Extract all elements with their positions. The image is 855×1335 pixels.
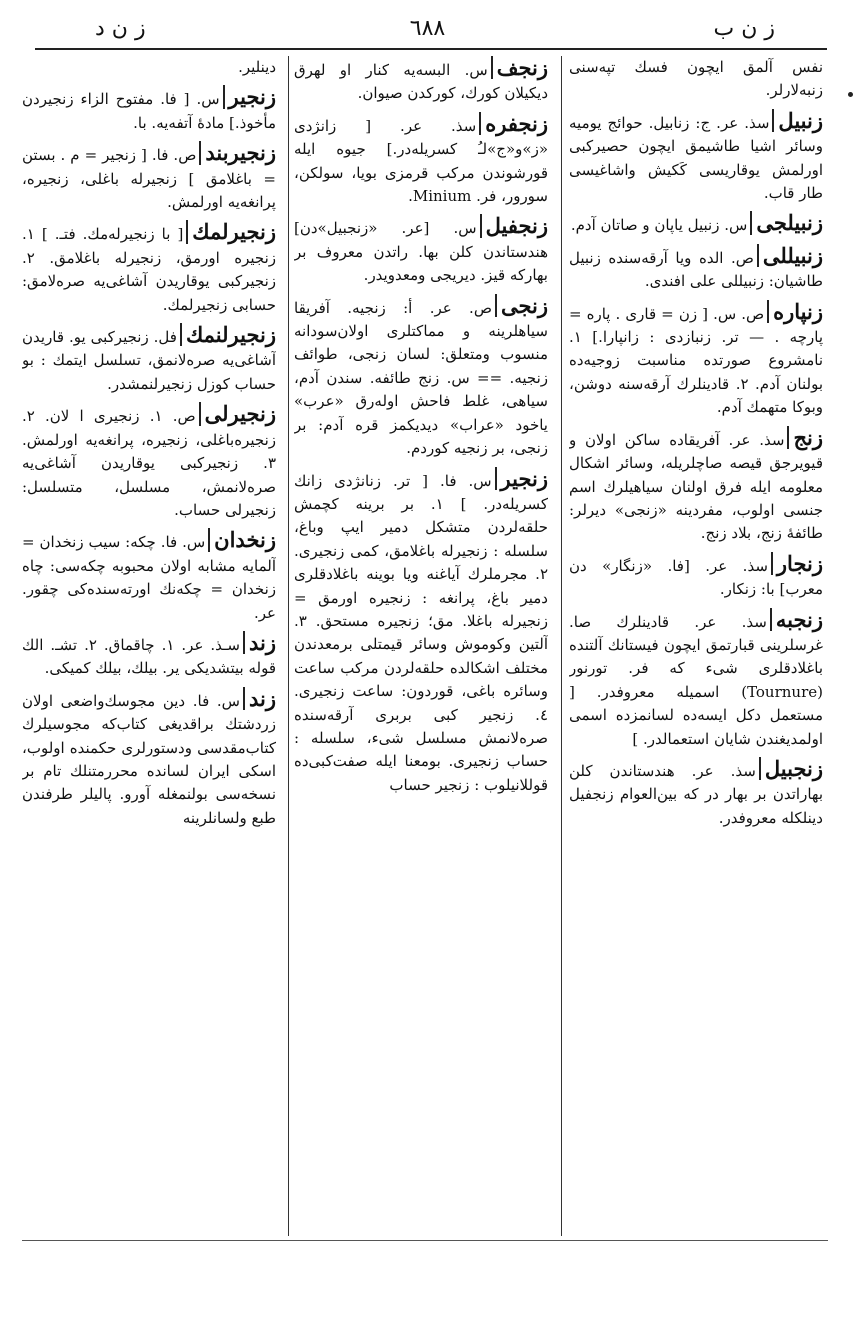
headword: زنجیرلی	[199, 402, 276, 425]
dictionary-entry	[569, 426, 823, 546]
dictionary-entry	[22, 687, 276, 830]
definition-text: س. فا. دین مجوسك‌واضعی اولان زردشتك براقدیغی کتاب‌که مجوسیلرك کتاب‌مقدسی ودستورلری حکمنده اولوب، اسکی ایران لسانده محررمتنلك تا‌م بر نسخه‌سی بولنمغله آورو. پالیلر طرفندن طبع ولسانلرینه	[22, 691, 276, 827]
dictionary-entry	[294, 56, 548, 106]
footer-rule	[22, 1240, 828, 1241]
dictionary-entry	[22, 323, 276, 396]
dictionary-entry	[22, 402, 276, 522]
definition-text: ص. الده ویا آرقه‌سنده زنبیل طاشیان: زنبیللی علی افندی.	[569, 248, 823, 291]
headword: زنجی	[495, 294, 548, 317]
headword: زنجیرلنمك	[180, 323, 276, 346]
dictionary-entry	[569, 56, 823, 103]
column-divider-right	[561, 56, 562, 1236]
headword: زنبیللی	[757, 244, 823, 267]
column-left	[22, 56, 276, 1234]
definition-text: سذ. عر. هندستاندن کلن بهاراتدن بر بهار در که بین‌العوام زنجفیل دینلکله معروفدر.	[569, 761, 823, 827]
headword: زنجفره	[479, 112, 548, 135]
definition-text: فل. زنجیرکبی یو. قاریدن آشاغی‌یه صره‌لانمق، تسلسل ایتمك : بو حساب کوزل زنجیرلنمشدر.	[22, 328, 276, 393]
header-right-letters: ز ن ب	[713, 16, 775, 41]
headword: زنجبه	[770, 608, 823, 631]
dictionary-entry	[294, 294, 548, 461]
headword: زند	[243, 687, 276, 710]
definition-text: ص. س. [ زن = قاری . پاره = پارچه . — تر. زنبازدی : زانپارا.] ١. نامشروع صورتده مناسبت زوجیه‌ده بولنان آدم. ٢. قادینلرك آرقه‌سنه دوشن، وبوکا متهمك آدم.	[569, 304, 823, 417]
column-right	[569, 56, 823, 1234]
dictionary-entry	[569, 300, 823, 420]
definition-text: سذ. عر. [ زانژدی «ز»و«ج»لـُ کسریله‌در.] جیوه ایله قورشوندن مرکب قرمزی بویا، سولکن، سورور، فر. Minium.	[294, 116, 548, 206]
definition-text: سذ. عر. [فا. «زنگار» دن معرب] با: زنکار.	[569, 556, 823, 599]
dictionary-entry	[22, 528, 276, 625]
definition-text: س. البسه‌یه کنار او لهرق دیکیلان کورك، کورکدن صیوان.	[294, 61, 548, 103]
dictionary-entry	[22, 631, 276, 681]
headword: زنجیر	[223, 85, 276, 108]
headword: زنج	[787, 426, 823, 449]
definition-text: س. فا. [ تر. زنانژدی زانك کسریله‌در. ] ١. بر برینه کچمش حلقه‌لردن متشکل دمیر ایپ وباغ، سلسله : زنجیرله باغلامق، کمی زنجیری. ٢. مجرملرك آیاغنه ویا بوینه باغلادقلری دمیر باغ، پرانغه : زنجیره اورمق = زنجیرله باغلا. مق؛ زنجیره مستحق. ٣. آلتین وکوموش وسائر قیمتلی برمعدندن مختلف اشکالده حلقه‌لردن مرکب ساعت وسائره باغی، قوردون: ساعت زنجیری. ٤. زنجیر کبی بربری آرقه‌سنده صره‌لانمش مسلسل شیء، سلسله : حساب زنجیری. بومعنا ایله صفت‌کبی‌ده قوللانیلوب : زنجیر حساب	[294, 471, 548, 794]
definition-text: دینلیر.	[238, 58, 276, 76]
dictionary-entry	[22, 220, 276, 317]
dictionary-entry	[569, 109, 823, 206]
definition-text: س. [عر. «زنجبیل»دن] هندستاندن کلن بها. راتدن معروف بر بهارکه قیز. دیریجی ومعدویدر.	[294, 219, 548, 285]
header-left-letters: ز ن د	[95, 16, 146, 41]
definition-text: ص. فا. [ زنجیر = م . بستن = باغلامق ] زنجیرله باغلی، زنجیره، پرانغه‌یه اورلمش.	[22, 146, 276, 212]
headword: زنبیلجی	[750, 211, 823, 234]
dictionary-entry	[569, 244, 823, 294]
definition-text: سذ. عر. آفریقاده ساکن اولان و قیویرجق قیصه صاچلریله، وسائر اشکال معلومه ایله فرق اولنان سیاهیلرك اسم جنسی اولوب، مفردینه «زنجی» دیرلر: طائفهٔ زنج، بلاد زنج.	[569, 430, 823, 543]
headword: زنجیرلمك	[186, 220, 276, 243]
dictionary-entry	[569, 552, 823, 602]
dictionary-entry	[22, 56, 276, 79]
headword: زنجار	[771, 552, 823, 575]
headword: زنجبیل	[759, 757, 823, 780]
headword: زنبیل	[772, 109, 823, 132]
headword: زنجیربند	[199, 141, 276, 164]
page-number: ٦٨٨	[409, 16, 446, 41]
column-divider-left	[288, 56, 289, 1236]
dictionary-entry	[294, 467, 548, 798]
headword: زنجف	[491, 56, 548, 79]
headword: زنجفیل	[480, 214, 548, 237]
dictionary-entry	[22, 141, 276, 214]
definition-text: نفس آلمق ایچون فسك تپه‌سنی زنبه‌لارلر.	[569, 58, 823, 100]
definition-text: سـذ. عر. ١. چاقماق. ٢. تشـ. الك قوله بیتشدیکی یر. بیلك، بیلك کمیکی.	[22, 635, 276, 678]
headword: زنپاره	[767, 300, 823, 323]
dictionary-entry	[569, 608, 823, 751]
definition-text: سذ. عر. ج: زنابیل. حوائج یومیه وسائر اشیا طاشیمق ایچون حصیرکبی اورلمش یوقاریسی کَکیش واشاغیسی طار قاب.	[569, 113, 823, 203]
dictionary-entry	[569, 757, 823, 830]
definition-text: س. زنبیل یاپان و صاتان آدم.	[570, 216, 748, 235]
headword: زند	[243, 631, 276, 654]
column-middle	[294, 56, 548, 1234]
header-rule	[35, 48, 827, 50]
dictionary-entry	[294, 112, 548, 209]
headword: زنخدان	[208, 528, 276, 551]
dictionary-entry	[569, 211, 823, 237]
headword: زنجیر	[495, 467, 548, 490]
dictionary-entry	[294, 214, 548, 287]
definition-text: ص. عر. أ: زنجیه. آفریقا سیاهلرینه و مماکتلری اولان‌سودانه منسوب ومتعلق: لسان زنجی، طوائف زنجیه. == س. زنج طائفه. سندن آدم، سیاهی، غلط فاحش اوله‌رق «عرب» یاخود «عراب» دیدیکمز قره آدم: بر زنجی، بر زنجیه کوردم.	[294, 298, 548, 458]
definition-text: سذ. عر. قادینلرك صا. غرسلرینی قبارتمق ایچون فیستانك آلتنده باغلادقلری شی‌ء که فر. تورنور (Tournure) اسمیله معروفدر. [ مستعمل دکل ایسه‌ده لسانمزده اسمی اولمدیغندن شایان استعمالدر. ]	[569, 612, 823, 748]
definition-text: س. [ فا. مفتوح الزاء زنجیردن مأخوذ.] مادهٔ آتفه‌یه. با.	[22, 90, 276, 132]
definition-text: ص. ١. زنجیری ا لان. ٢. زنجیره‌باغلی، زنجیره، پرانغه‌یه اورلمش. ٣. زنجیرکبی یوقاریدن آشاغی‌یه صره‌لانمش، مسلسل، متسلسل: زنجیرلی حساب.	[22, 407, 276, 519]
definition-text: س. فا. چکه: سیب زنخدان = آلمایه مشابه اولان محبوبه چکه‌سی: چاه زنخدان = چکه‌نك اورته‌سنده‌کی چقور. عر.	[22, 533, 276, 622]
definition-text: [ با زنجیرله‌مك. فتـ. ] ١. زنجیره اورمق، زنجیرله باغلامق. ٢. زنجیرکبی یوقاریدن آشاغی‌یه صره‌لامق: حسابی زنجیرلمك.	[22, 225, 276, 314]
dictionary-entry	[22, 85, 276, 135]
margin-dot	[848, 92, 853, 97]
